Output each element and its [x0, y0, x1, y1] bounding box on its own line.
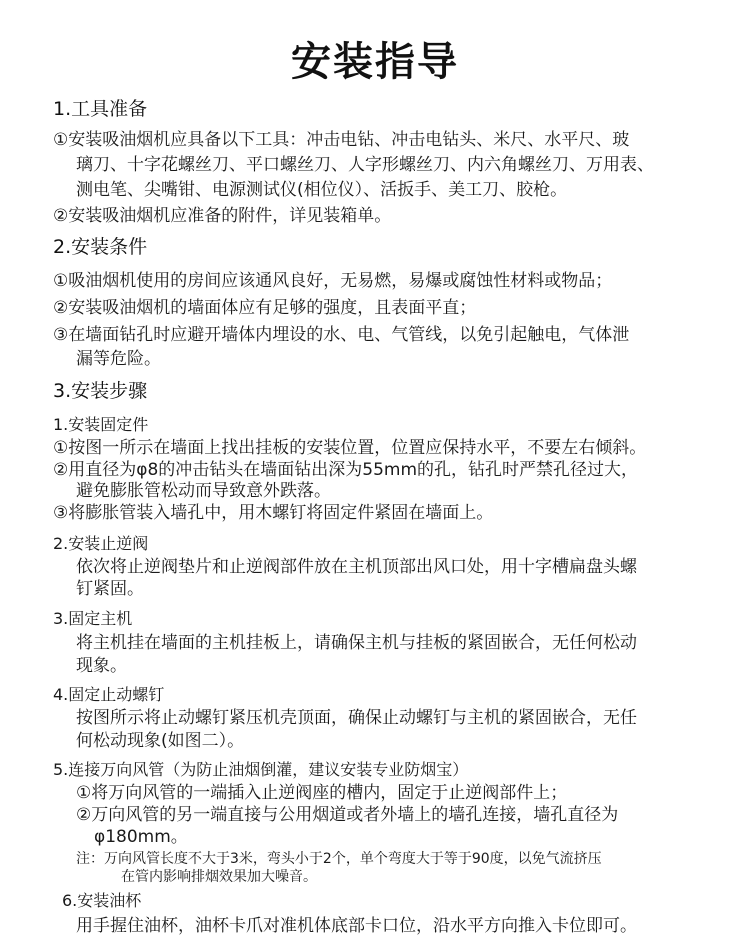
step-title: 3.固定主机 — [53, 609, 133, 628]
text-line: 依次将止逆阀垫片和止逆阀部件放在主机顶部出风口处，用十字槽扁盘头螺 — [76, 557, 637, 577]
section-heading: 2.安装条件 — [53, 236, 148, 258]
section-heading: 1.工具准备 — [53, 98, 148, 120]
text-line: ①将万向风管的一端插入止逆阀座的槽内，固定于止逆阀部件上； — [76, 783, 568, 803]
text-line: ①吸油烟机使用的房间应该通风良好，无易燃，易爆或腐蚀性材料或物品； — [53, 271, 613, 291]
text-line: ③在墙面钻孔时应避开墙体内埋设的水、电、气管线，以免引起触电，气体泄 — [53, 325, 630, 345]
text-line: ③将膨胀管装入墙孔中，用木螺钉将固定件紧固在墙面上。 — [53, 503, 494, 523]
text-line: ②万向风管的另一端直接与公用烟道或者外墙上的墙孔连接，墙孔直径为 — [76, 805, 619, 825]
text-line: 璃刀、十字花螺丝刀、平口螺丝刀、人字形螺丝刀、内六角螺丝刀、万用表、 — [76, 155, 654, 175]
section-heading: 3.安装步骤 — [53, 380, 148, 402]
text-line: 钉紧固。 — [76, 579, 144, 599]
note-line: 在管内影响排烟效果加大噪音。 — [121, 869, 317, 885]
page-title: 安装指导 — [291, 39, 459, 85]
text-line: φ180mm。 — [94, 827, 188, 847]
text-line: 按图所示将止动螺钉紧压机壳顶面，确保止动螺钉与主机的紧固嵌合，无任 — [76, 708, 637, 728]
text-line: ②安装吸油烟机的墙面体应有足够的强度，且表面平直； — [53, 298, 477, 318]
text-line: 漏等危险。 — [76, 349, 161, 369]
text-line: 将主机挂在墙面的主机挂板上，请确保主机与挂板的紧固嵌合，无任何松动 — [76, 633, 637, 653]
note-line: 注：万向风管长度不大于3米，弯头小于2个，单个弯度大于等于90度，以免气流挤压 — [76, 851, 602, 867]
text-line: 现象。 — [76, 656, 127, 676]
text-line: ②安装吸油烟机应准备的附件，详见装箱单。 — [53, 206, 392, 226]
step-title: 1.安装固定件 — [53, 415, 149, 434]
step-title: 6.安装油杯 — [62, 891, 142, 910]
text-line: ①安装吸油烟机应具备以下工具：冲击电钻、冲击电钻头、米尺、水平尺、玻 — [53, 130, 630, 150]
text-line: ①按图一所示在墙面上找出挂板的安装位置，位置应保持水平，不要左右倾斜。 — [53, 438, 647, 458]
text-line: 用手握住油杯，油杯卡爪对准机体底部卡口位，沿水平方向推入卡位即可。 — [76, 916, 637, 936]
step-title: 4.固定止动螺钉 — [53, 685, 165, 704]
text-line: ②用直径为φ8的冲击钻头在墙面钻出深为55mm的孔，钻孔时严禁孔径过大， — [53, 460, 639, 480]
step-title: 2.安装止逆阀 — [53, 534, 149, 553]
text-line: 测电笔、尖嘴钳、电源测试仪(相位仪）、活扳手、美工刀、胶枪。 — [76, 180, 568, 200]
text-line: 避免膨胀管松动而导致意外跌落。 — [76, 481, 331, 501]
text-line: 何松动现象(如图二）。 — [76, 731, 245, 751]
step-title: 5.连接万向风管（为防止油烟倒灌，建议安装专业防烟宝） — [53, 760, 469, 779]
